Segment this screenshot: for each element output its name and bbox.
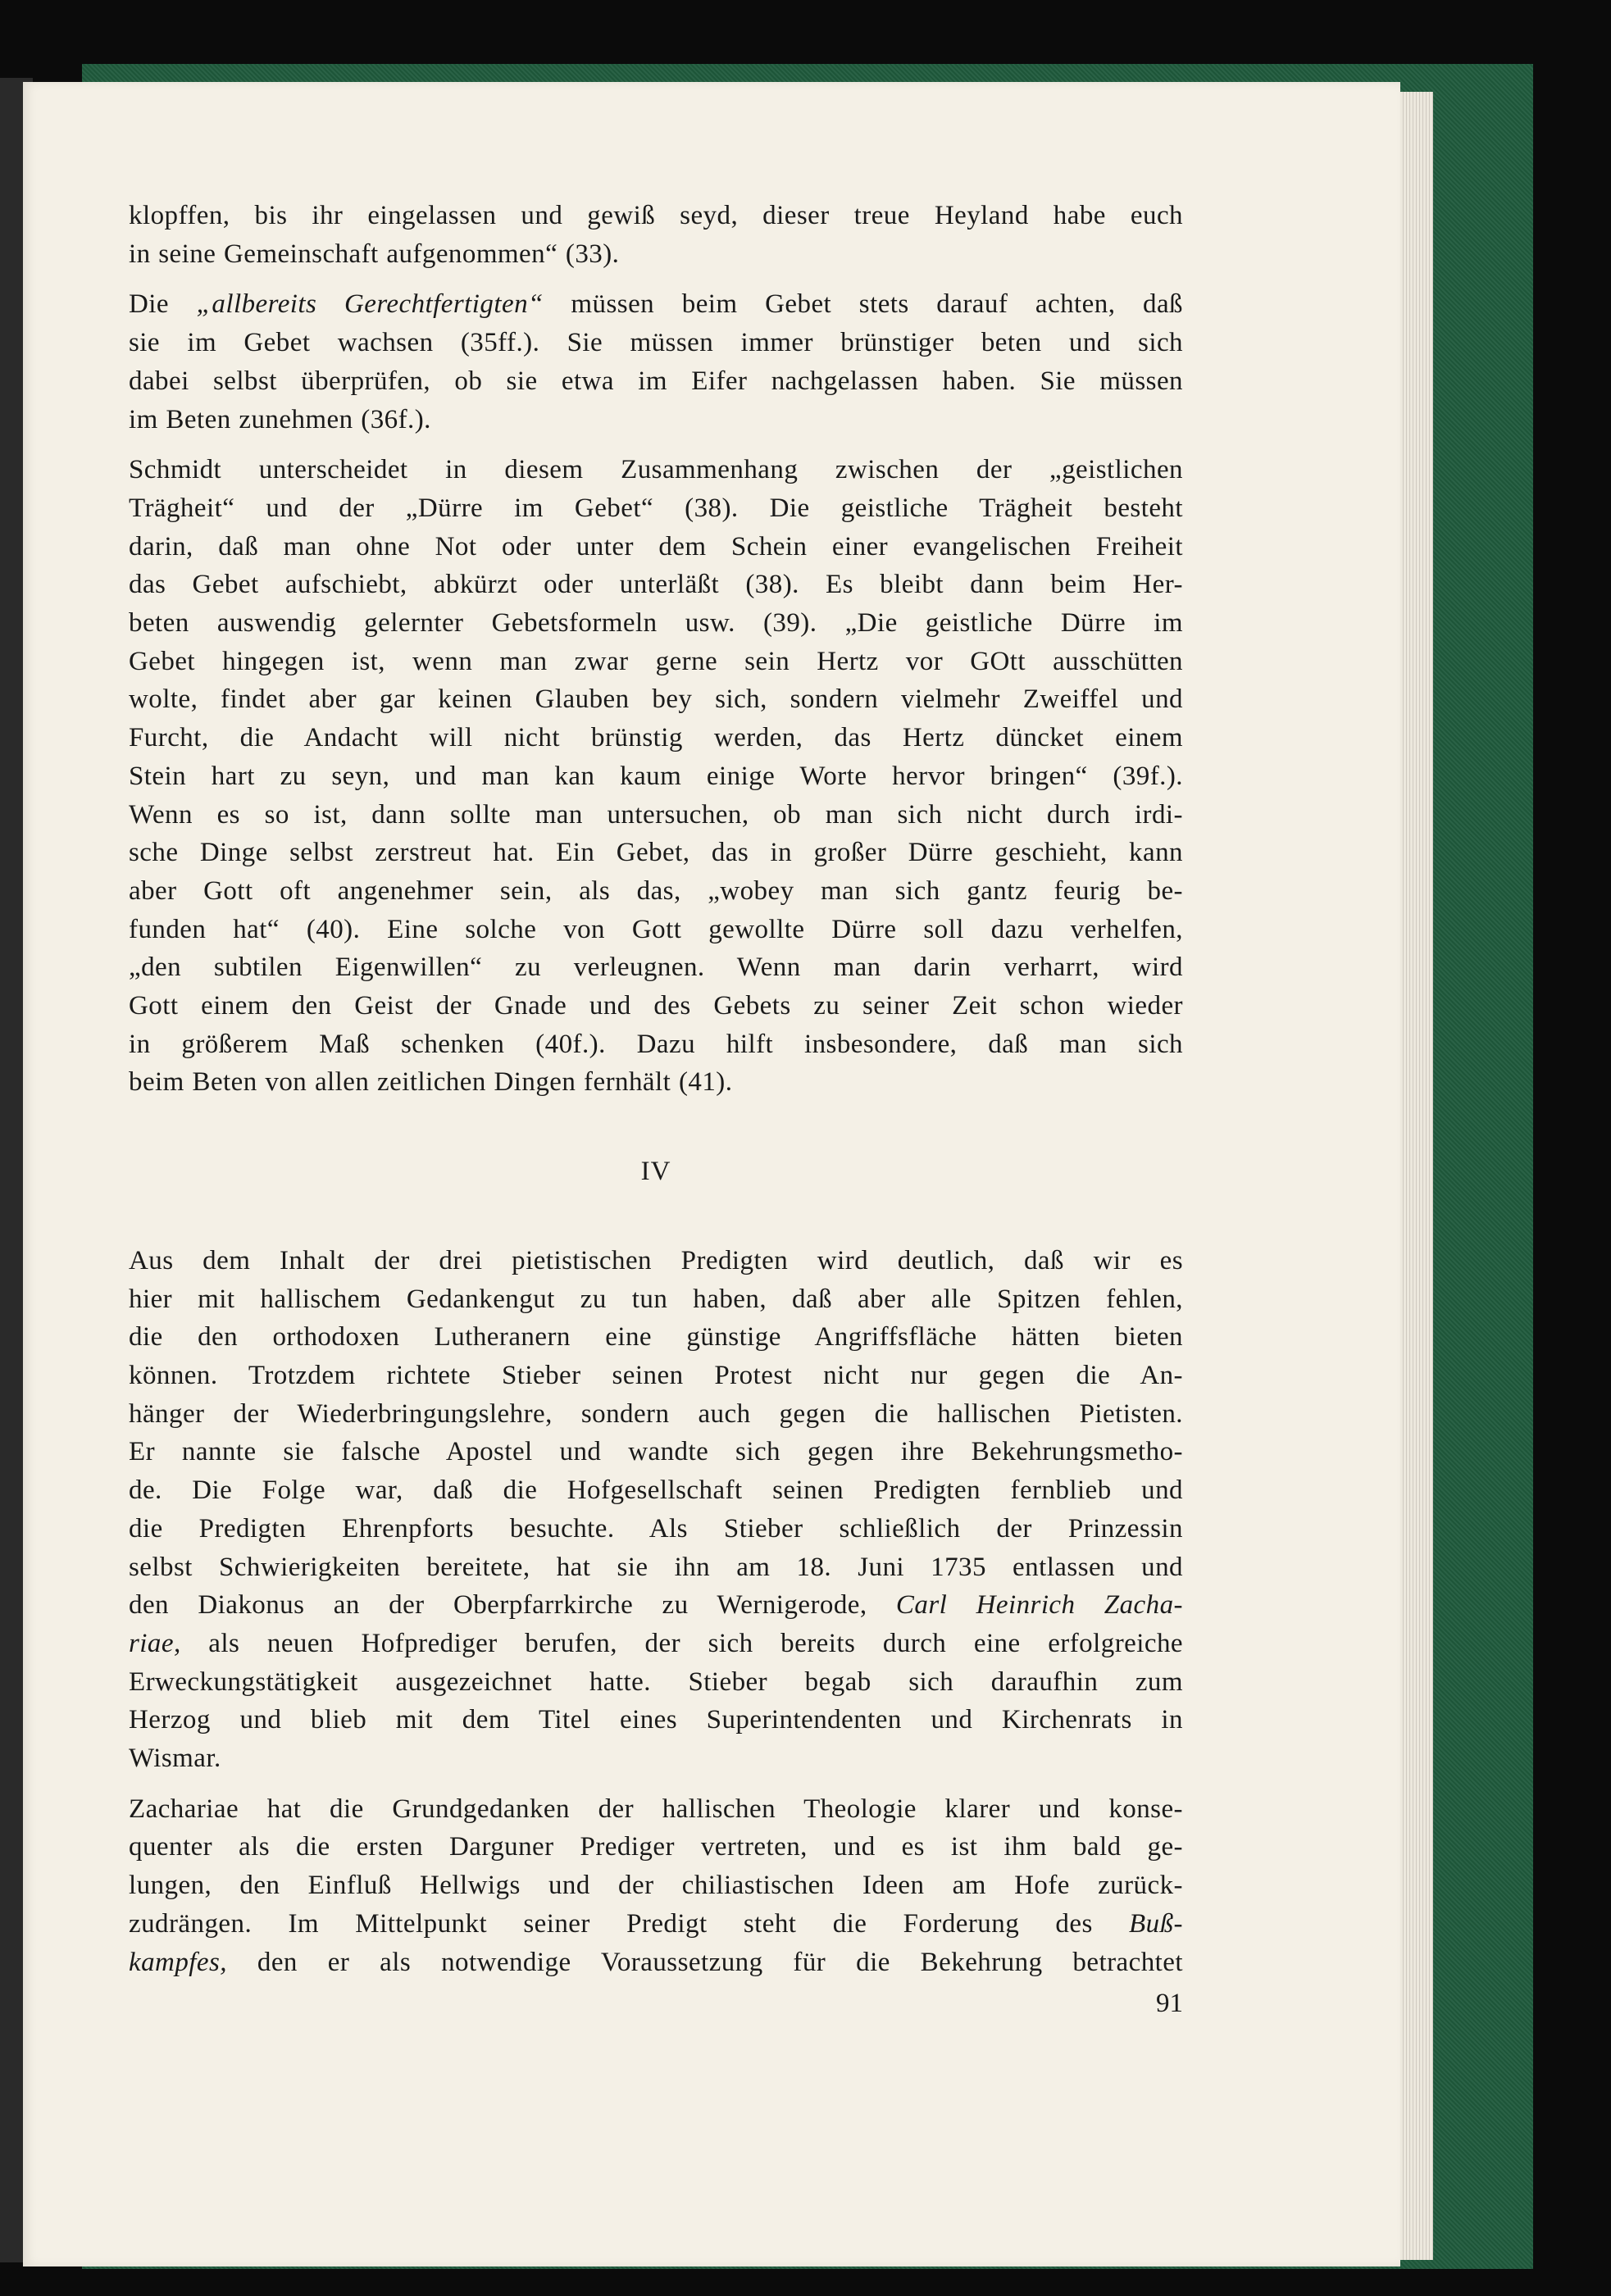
text-line bbox=[129, 604, 1183, 643]
text-line bbox=[129, 1280, 1183, 1319]
text-run: beten auswendig gelernter Gebetsformeln usw. (39). „Die geistliche Dürre im bbox=[129, 608, 1183, 639]
text-line bbox=[129, 1625, 1183, 1663]
text-line bbox=[129, 1790, 1183, 1829]
text-run: die den orthodoxen Lutheranern eine günstige Angriffsfläche hätten bieten bbox=[129, 1322, 1183, 1353]
text-run: das Gebet aufschiebt, abkürzt oder unterläßt (38). Es bleibt dann beim Her- bbox=[129, 570, 1183, 600]
text-run: dabei selbst überprüfen, ob sie etwa im Eifer nachgelassen haben. Sie müssen bbox=[129, 366, 1183, 396]
text-run: sie im Gebet wachsen (35ff.). Sie müssen immer brünstiger beten und sich bbox=[129, 328, 1183, 358]
text-line bbox=[129, 757, 1183, 796]
text-line bbox=[129, 528, 1183, 566]
text-run: Zachariae hat die Grundgedanken der hallischen Theologie klarer und konse- bbox=[129, 1794, 1183, 1824]
text-line bbox=[129, 1357, 1183, 1395]
paragraph bbox=[129, 197, 1183, 273]
text-run: Erweckungstätigkeit ausgezeichnet hatte. Stieber begab sich daraufhin zum bbox=[129, 1666, 1183, 1697]
text-line bbox=[129, 911, 1183, 949]
text-run: lungen, den Einfluß Hellwigs und der chiliastischen Ideen am Hofe zurück- bbox=[129, 1871, 1183, 1901]
text-line bbox=[129, 948, 1183, 987]
text-run: in größerem Maß schenken (40f.). Dazu hilft insbesondere, daß man sich bbox=[129, 1029, 1183, 1059]
text-line bbox=[129, 1510, 1183, 1548]
text-run: klopffen, bis ihr eingelassen und gewiß seyd, dieser treue Heyland habe euch bbox=[129, 201, 1183, 230]
italic-run: „allbereits Gerechtfertigten“ bbox=[196, 289, 544, 320]
text-line bbox=[129, 1944, 1183, 1982]
text-line bbox=[129, 680, 1183, 719]
text-run: wolte, findet aber gar keinen Glauben bey sich, sondern vielmehr Zweiffel und bbox=[129, 684, 1183, 715]
text-run: Wismar. bbox=[129, 1744, 221, 1774]
text-line bbox=[129, 987, 1183, 1025]
text-run: aber Gott oft angenehmer sein, als das, „wobey man sich gantz feurig be- bbox=[129, 875, 1183, 906]
text-line bbox=[129, 1395, 1183, 1434]
text-run: Stein hart zu seyn, und man kan kaum einige Worte hervor bringen“ (39f.). bbox=[129, 761, 1183, 791]
text-run: hier mit hallischem Gedankengut zu tun haben, daß aber alle Spitzen fehlen, bbox=[129, 1284, 1183, 1314]
text-line bbox=[129, 451, 1183, 489]
italic-run: Buß- bbox=[1129, 1908, 1183, 1939]
text-run: müssen beim Gebet stets darauf achten, daß bbox=[543, 289, 1183, 320]
text-line bbox=[129, 285, 1183, 324]
text-run: den er als notwendige Voraussetzung für die Bekehrung betrachtet bbox=[227, 1947, 1183, 1977]
text-run: können. Trotzdem richtete Stieber seinen Protest nicht nur gegen die An- bbox=[129, 1360, 1183, 1390]
section-heading: IV bbox=[640, 1157, 671, 1187]
text-run: Schmidt unterscheidet in diesem Zusammenhang zwischen der „geistlichen bbox=[129, 455, 1183, 485]
text-line bbox=[129, 1739, 1183, 1778]
text-run: Aus dem Inhalt der drei pietistischen Predigten wird deutlich, daß wir es bbox=[129, 1245, 1183, 1275]
text-line bbox=[129, 1548, 1183, 1587]
text-line bbox=[129, 1586, 1183, 1625]
text-line bbox=[129, 834, 1183, 872]
text-line bbox=[129, 489, 1183, 528]
text-run: Die bbox=[129, 289, 197, 320]
text-run: als neuen Hofprediger berufen, der sich bereits durch eine erfolgreiche bbox=[180, 1628, 1183, 1658]
text-line bbox=[129, 1318, 1183, 1357]
text-run: de. Die Folge war, daß die Hofgesellschaft seinen Predigten fernblieb und bbox=[129, 1475, 1183, 1506]
text-line bbox=[129, 1433, 1183, 1471]
page-text bbox=[129, 197, 1183, 1994]
text-run: Gott einem den Geist der Gnade und des Gebets zu seiner Zeit schon wieder bbox=[129, 991, 1183, 1021]
paragraph-group-1 bbox=[129, 197, 1183, 1102]
paragraph bbox=[129, 285, 1183, 439]
text-line bbox=[129, 362, 1183, 401]
text-run: Herzog und blieb mit dem Titel eines Superintendenten und Kirchenrats in bbox=[129, 1705, 1183, 1735]
text-run: im Beten zunehmen (36f.). bbox=[129, 404, 431, 434]
text-run: hänger der Wiederbringungslehre, sondern auch gegen die hallischen Pietisten. bbox=[129, 1398, 1183, 1429]
text-line bbox=[129, 796, 1183, 834]
text-line bbox=[129, 566, 1183, 604]
text-line bbox=[129, 872, 1183, 911]
text-line bbox=[129, 1063, 1183, 1102]
text-line bbox=[129, 324, 1183, 362]
text-run: in seine Gemeinschaft aufgenommen“ (33). bbox=[129, 239, 620, 269]
text-run: Furcht, die Andacht will nicht brünstig werden, das Hertz düncket einem bbox=[129, 723, 1183, 753]
page-number: 91 bbox=[1156, 1989, 1183, 2018]
text-run: selbst Schwierigkeiten bereitete, hat sie ihn am 18. Juni 1735 entlassen und bbox=[129, 1552, 1183, 1582]
text-run: beim Beten von allen zeitlichen Dingen fernhält (41). bbox=[129, 1067, 733, 1098]
paragraph bbox=[129, 1242, 1183, 1778]
text-run: quenter als die ersten Darguner Prediger vertreten, und es ist ihm bald ge- bbox=[129, 1832, 1183, 1862]
text-line bbox=[129, 1905, 1183, 1944]
text-line bbox=[129, 1471, 1183, 1510]
text-run: sche Dinge selbst zerstreut hat. Ein Gebet, das in großer Dürre geschieht, kann bbox=[129, 838, 1183, 868]
text-run: Trägheit“ und der „Dürre im Gebet“ (38). Die geistliche Trägheit besteht bbox=[129, 493, 1183, 523]
text-run: die Predigten Ehrenpforts besuchte. Als Stieber schließlich der Prinzessin bbox=[129, 1513, 1183, 1544]
text-run: Er nannte sie falsche Apostel und wandte sich gegen ihre Bekehrungsmetho- bbox=[129, 1437, 1183, 1467]
text-line bbox=[129, 643, 1183, 681]
text-run: Wenn es so ist, dann sollte man untersuchen, ob man sich nicht durch irdi- bbox=[129, 799, 1183, 830]
italic-run: riae, bbox=[129, 1628, 181, 1658]
text-line bbox=[129, 235, 1183, 274]
text-line bbox=[129, 1701, 1183, 1739]
italic-run: kampfes, bbox=[129, 1947, 227, 1977]
text-run: den Diakonus an der Oberpfarrkirche zu Wernigerode, bbox=[129, 1590, 896, 1621]
text-run: Gebet hingegen ist, wenn man zwar gerne sein Hertz vor GOtt ausschütten bbox=[129, 646, 1183, 676]
text-line bbox=[129, 1828, 1183, 1866]
text-run: „den subtilen Eigenwillen“ zu verleugnen. Wenn man darin verharrt, wird bbox=[129, 952, 1183, 983]
italic-run: Carl Heinrich Zacha- bbox=[895, 1590, 1183, 1621]
text-line bbox=[129, 1866, 1183, 1905]
text-run: zudrängen. Im Mittelpunkt seiner Predigt steht die Forderung des bbox=[129, 1908, 1130, 1939]
text-run: funden hat“ (40). Eine solche von Gott gewollte Dürre soll dazu verhelfen, bbox=[129, 914, 1183, 944]
text-line bbox=[129, 1242, 1183, 1280]
paragraph bbox=[129, 1790, 1183, 1982]
paragraph bbox=[129, 451, 1183, 1102]
paragraph-group-2 bbox=[129, 1242, 1183, 1981]
text-line bbox=[129, 1025, 1183, 1064]
page-edges bbox=[1400, 92, 1433, 2260]
text-line bbox=[129, 1663, 1183, 1702]
text-line bbox=[129, 401, 1183, 439]
text-line bbox=[129, 197, 1183, 235]
text-line bbox=[129, 719, 1183, 757]
text-run: darin, daß man ohne Not oder unter dem Schein einer evangelischen Freiheit bbox=[129, 531, 1183, 561]
